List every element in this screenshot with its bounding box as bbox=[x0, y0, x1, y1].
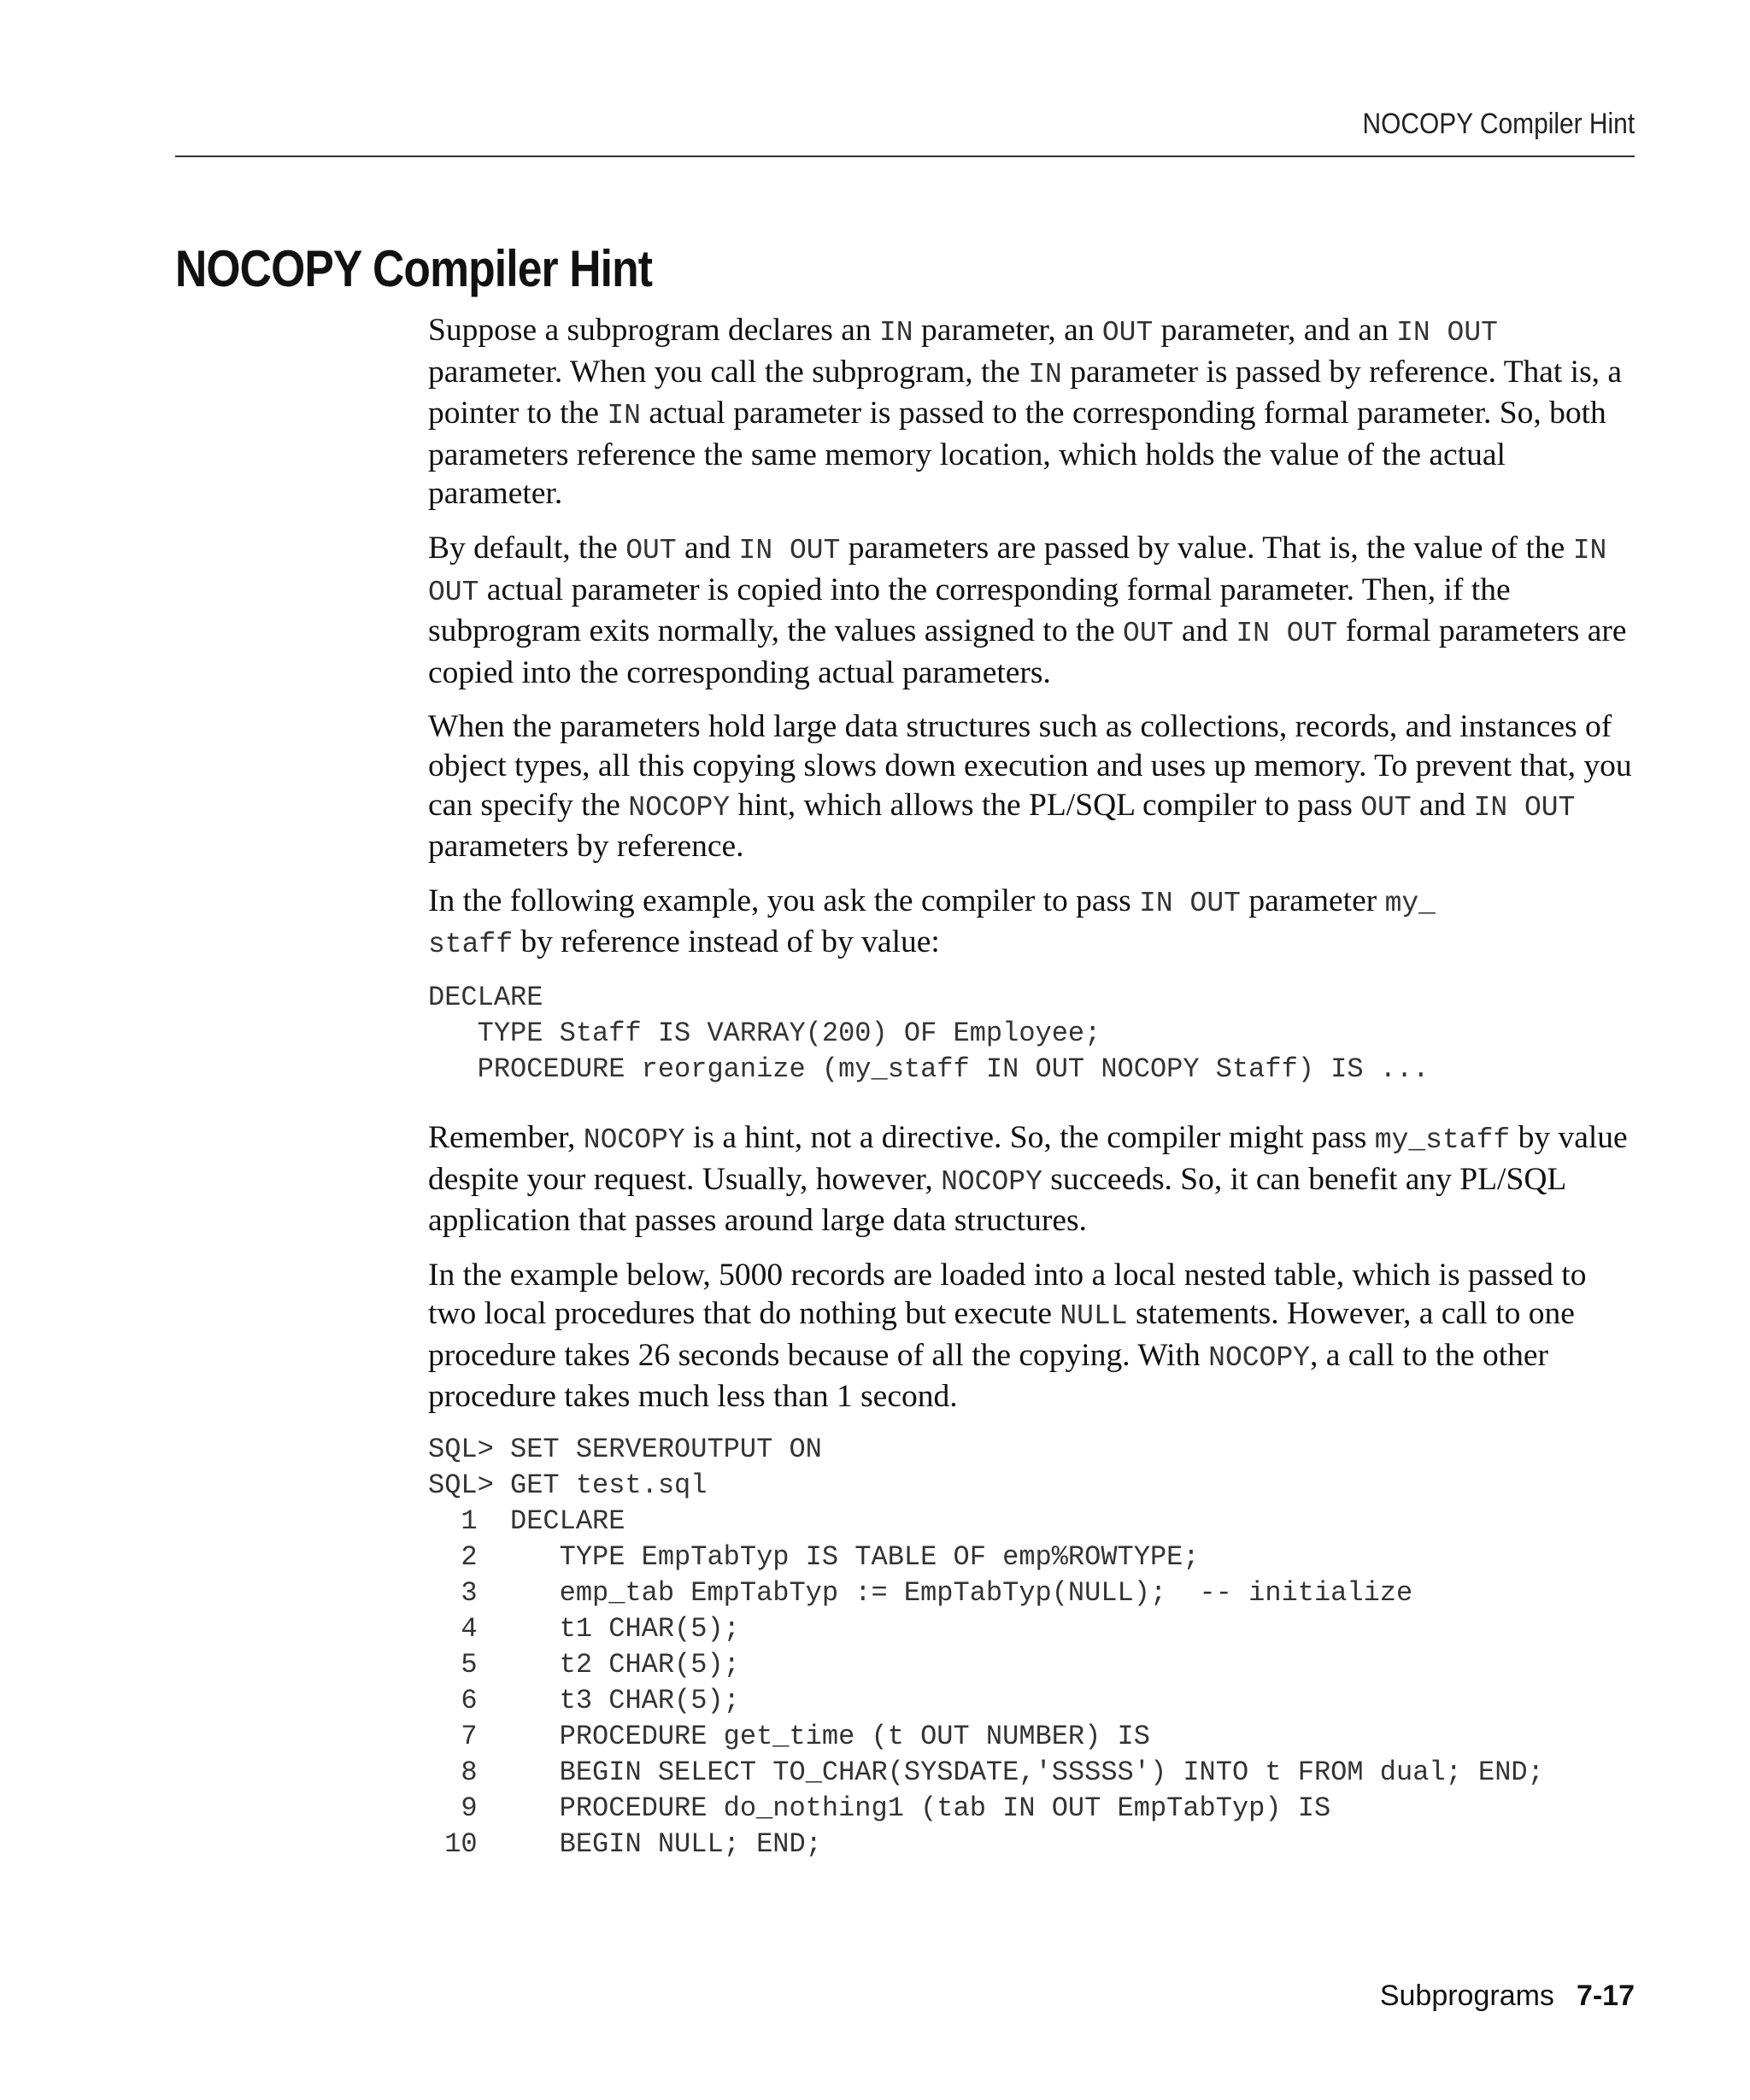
code-term: IN OUT bbox=[428, 534, 1607, 608]
header-rule bbox=[175, 155, 1635, 157]
code-term: OUT bbox=[1101, 317, 1154, 349]
text: parameter is passed by reference. That is, a pointer to the bbox=[428, 354, 1623, 431]
code-term: OUT bbox=[1123, 618, 1174, 650]
text: by value despite your request. Usually, however, bbox=[428, 1119, 1628, 1197]
code-term: IN bbox=[1028, 358, 1062, 390]
text: and bbox=[676, 530, 739, 566]
code-term: my_staff bbox=[1374, 1123, 1511, 1156]
paragraph-6 bbox=[428, 1256, 1635, 1417]
running-header: NOCOPY Compiler Hint bbox=[1362, 108, 1635, 140]
text: Suppose a subprogram declares an bbox=[428, 313, 879, 348]
code-term: IN bbox=[878, 317, 913, 349]
text: In the example below, 5000 records are loaded into a local nested table, which is passed to two local procedures that do nothing but execute bbox=[428, 1257, 1587, 1332]
text: In the following example, you ask the compiler to pass bbox=[428, 883, 1140, 918]
text: actual parameter is copied into the corresponding formal parameter. Then, if the subprogram exits normally, the values assigned to the bbox=[428, 572, 1511, 649]
text: is a hint, not a directive. So, the compiler might pass bbox=[684, 1119, 1375, 1155]
paragraph-1 bbox=[428, 311, 1635, 513]
code-term: OUT bbox=[625, 534, 677, 566]
code-term: OUT bbox=[1360, 791, 1412, 824]
code-term: NOCOPY bbox=[583, 1123, 685, 1156]
footer-chapter: Subprograms bbox=[1379, 1980, 1554, 2012]
code-term: IN OUT bbox=[1236, 618, 1338, 650]
text: parameter bbox=[1240, 883, 1385, 918]
text: formal parameters are copied into the corresponding actual parameters. bbox=[428, 613, 1627, 690]
text: parameters are passed by value. That is, the value of the bbox=[840, 530, 1573, 566]
section-title: NOCOPY Compiler Hint bbox=[175, 240, 653, 297]
text: parameter, and an bbox=[1153, 313, 1397, 348]
code-term: IN OUT bbox=[1396, 317, 1498, 349]
code-term: IN bbox=[607, 400, 641, 432]
code-term: NULL bbox=[1060, 1300, 1128, 1333]
text: hint, which allows the PL/SQL compiler to pass bbox=[730, 787, 1361, 823]
code-term: NOCOPY bbox=[628, 791, 731, 824]
paragraph-4 bbox=[428, 882, 1635, 965]
code-term: staff bbox=[428, 929, 514, 961]
code-example-2: SQL> SET SERVEROUTPUT ON SQL> GET test.sql 1 DECLARE 2 TYPE EmpTabTyp IS TABLE OF emp%ROWTYPE; 3 emp_tab EmpTabTyp := EmpTabTyp(NULL); -- initialize 4 t1 CHAR(5); 5 t2 CHAR(5); 6 t3 CHAR(5); 7 PROCEDURE get_time (t OUT NUMBER) IS 8 BEGIN SELECT TO_CHAR(SYSDATE,'SSSSS') INTO t FROM dual; END; 9 PROCEDURE do_nothing1 (tab IN OUT EmpTabTyp) IS 10 BEGIN NULL; END; bbox=[428, 1434, 1544, 1861]
paragraph-5 bbox=[428, 1118, 1635, 1241]
code-example-1: DECLARE TYPE Staff IS VARRAY(200) OF Employee; PROCEDURE reorganize (my_staff IN OUT NOCOPY Staff) IS ... bbox=[428, 981, 1430, 1085]
paragraph-2 bbox=[428, 529, 1635, 692]
code-term: IN OUT bbox=[1473, 791, 1576, 824]
text: , a call to the other procedure takes much less than 1 second. bbox=[428, 1337, 1549, 1415]
text: by reference instead of by value: bbox=[513, 924, 940, 960]
code-term: IN OUT bbox=[738, 534, 841, 566]
text: and bbox=[1411, 787, 1474, 823]
text: parameter, an bbox=[913, 313, 1102, 348]
text: parameters by reference. bbox=[428, 829, 744, 865]
code-term: NOCOPY bbox=[941, 1165, 1042, 1198]
body-column bbox=[428, 311, 1635, 1893]
text: and bbox=[1173, 613, 1236, 649]
text: succeeds. So, it can benefit any PL/SQL application that passes around large data structures. bbox=[428, 1161, 1565, 1239]
paragraph-3 bbox=[428, 707, 1635, 865]
page-number: 7-17 bbox=[1576, 1980, 1635, 2012]
page-footer bbox=[1380, 1980, 1635, 2013]
text: When the parameters hold large data structures such as collections, records, and instances of object types, all this copying slows down execution and uses up memory. To prevent that, you can specify the bbox=[428, 709, 1632, 823]
text: By default, the bbox=[428, 530, 626, 566]
code-term: my_ bbox=[1384, 887, 1436, 919]
text: statements. However, a call to one procedure takes 26 seconds because of all the copying. With bbox=[428, 1296, 1575, 1373]
code-term: IN OUT bbox=[1139, 887, 1241, 919]
code-term: NOCOPY bbox=[1208, 1341, 1310, 1374]
text: Remember, bbox=[428, 1119, 584, 1155]
text: parameter. When you call the subprogram, the bbox=[428, 354, 1029, 390]
text: actual parameter is passed to the corresponding formal parameter. So, both parameters reference the same memory location, which holds the value of the actual parameter. bbox=[428, 396, 1606, 512]
